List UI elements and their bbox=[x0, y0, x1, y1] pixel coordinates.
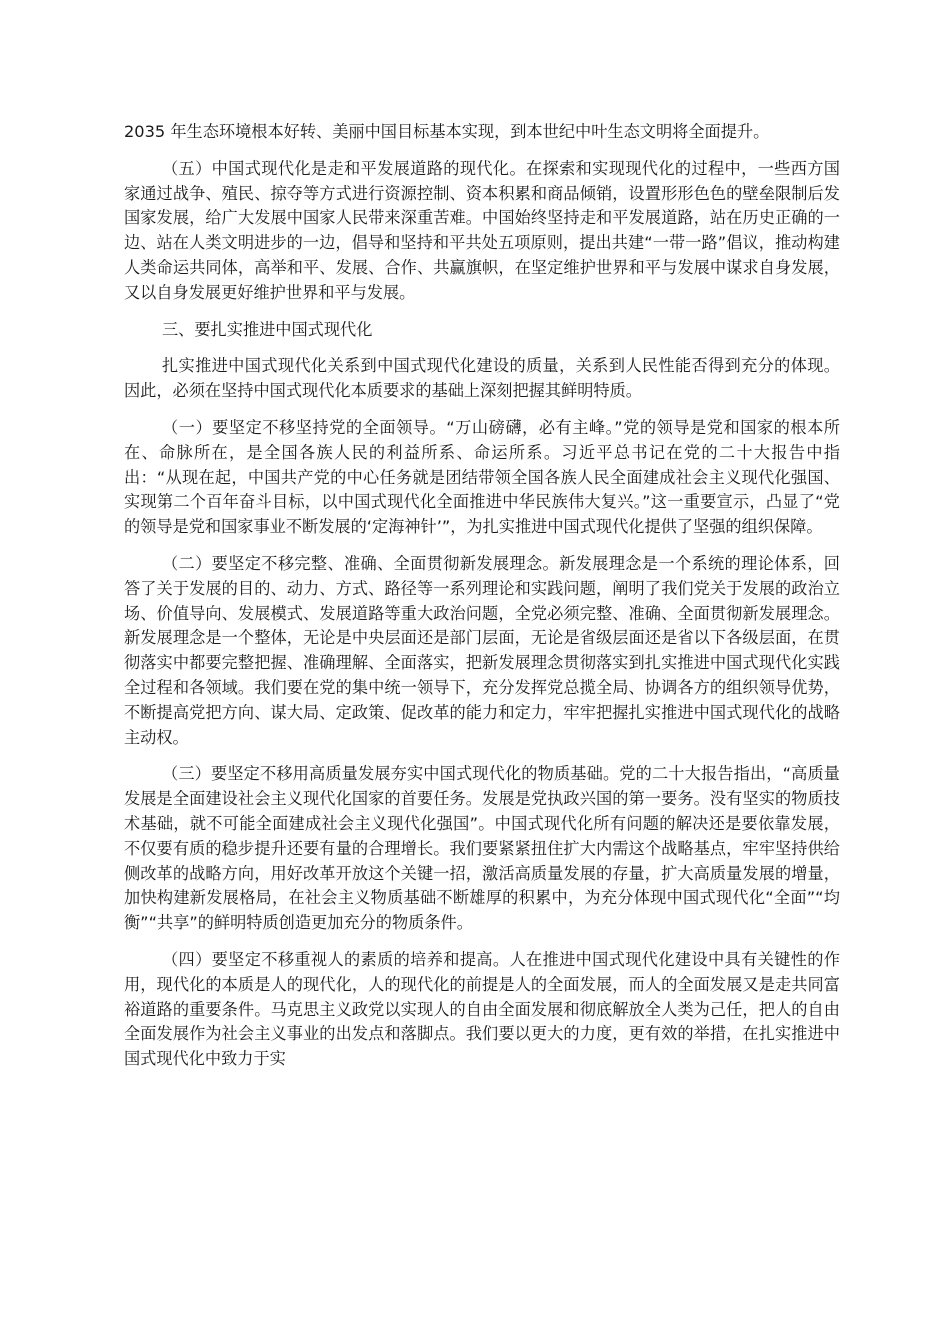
paragraph-peaceful-development: （五）中国式现代化是走和平发展道路的现代化。在探索和实现现代化的过程中，一些西方国家通过战争、殖民、掠夺等方式进行资源控制、资本积累和商品倾销，设置形形色色的壁垒限制后发国家发展，给广大发展中国家人民带来深重苦难。中国始终坚持走和平发展道路，站在历史正确的一边、站在人类文明进步的一边，倡导和坚持和平共处五项原则，提出共建“一带一路”倡议，推动构建人类命运共同体，高举和平、发展、合作、共赢旗帜，在坚定维护世界和平与发展中谋求自身发展，又以自身发展更好维护世界和平与发展。 bbox=[124, 158, 840, 302]
section-heading-3: 三、要扎实推进中国式现代化 bbox=[162, 319, 373, 339]
document-page bbox=[124, 120, 840, 1084]
paragraph-new-development-philosophy: （二）要坚定不移完整、准确、全面贯彻新发展理念。新发展理念是一个系统的理论体系，回答了关于发展的目的、动力、方式、路径等一系列理论和实践问题，阐明了我们党关于发展的政治立场、价值导向、发展模式、发展道路等重大政治问题，全党必须完整、准确、全面贯彻新发展理念。新发展理念是一个整体，无论是中央层面还是部门层面，无论是省级层面还是省以下各级层面，在贯彻落实中都要完整把握、准确理解、全面落实，把新发展理念贯彻落实到扎实推进中国式现代化实践全过程和各领域。我们要在党的集中统一领导下，充分发挥党总揽全局、协调各方的组织领导优势，不断提高党把方向、谋大局、定政策、促改革的能力和定力，牢牢把握扎实推进中国式现代化的战略主动权。 bbox=[124, 553, 840, 747]
paragraph-human-quality: （四）要坚定不移重视人的素质的培养和提高。人在推进中国式现代化建设中具有关键性的作用，现代化的本质是人的现代化，人的现代化的前提是人的全面发展，而人的全面发展又是走共同富裕道路的重要条件。马克思主义政党以实现人的自由全面发展和彻底解放全人类为己任，把人的自由全面发展作为社会主义事业的出发点和落脚点。我们要以更大的力度，更有效的举措，在扎实推进中国式现代化中致力于实 bbox=[124, 949, 840, 1069]
paragraph-high-quality-development: （三）要坚定不移用高质量发展夯实中国式现代化的物质基础。党的二十大报告指出，“高质量发展是全面建设社会主义现代化国家的首要任务。发展是党执政兴国的第一要务。没有坚实的物质技术基础，就不可能全面建成社会主义现代化强国”。中国式现代化所有问题的解决还是要依靠发展，不仅要有质的稳步提升还要有量的合理增长。我们要紧紧扭住扩大内需这个战略基点，牢牢坚持供给侧改革的战略方向，用好改革开放这个关键一招，激活高质量发展的存量，扩大高质量发展的增量，加快构建新发展格局，在社会主义物质基础不断雄厚的积累中，为充分体现中国式现代化“全面”“均衡”“共享”的鲜明特质创造更加充分的物质条件。 bbox=[124, 764, 840, 933]
paragraph-section-intro: 扎实推进中国式现代化关系到中国式现代化建设的质量，关系到人民性能否得到充分的体现。因此，必须在坚持中国式现代化本质要求的基础上深刻把握其鲜明特质。 bbox=[124, 356, 840, 401]
paragraph-party-leadership: （一）要坚定不移坚持党的全面领导。“万山磅礴，必有主峰。”党的领导是党和国家的根本所在、命脉所在，是全国各族人民的利益所系、命运所系。习近平总书记在党的二十大报告中指出：“从现在起，中国共产党的中心任务就是团结带领全国各族人民全面建成社会主义现代化强国、实现第二个百年奋斗目标，以中国式现代化全面推进中华民族伟大复兴。”这一重要宣示，凸显了“党的领导是党和国家事业不断发展的‘定海神针’”，为扎实推进中国式现代化提供了坚强的组织保障。 bbox=[124, 417, 840, 537]
paragraph-ecology-conclusion: 2035 年生态环境根本好转、美丽中国目标基本实现，到本世纪中叶生态文明将全面提升。 bbox=[124, 122, 770, 141]
